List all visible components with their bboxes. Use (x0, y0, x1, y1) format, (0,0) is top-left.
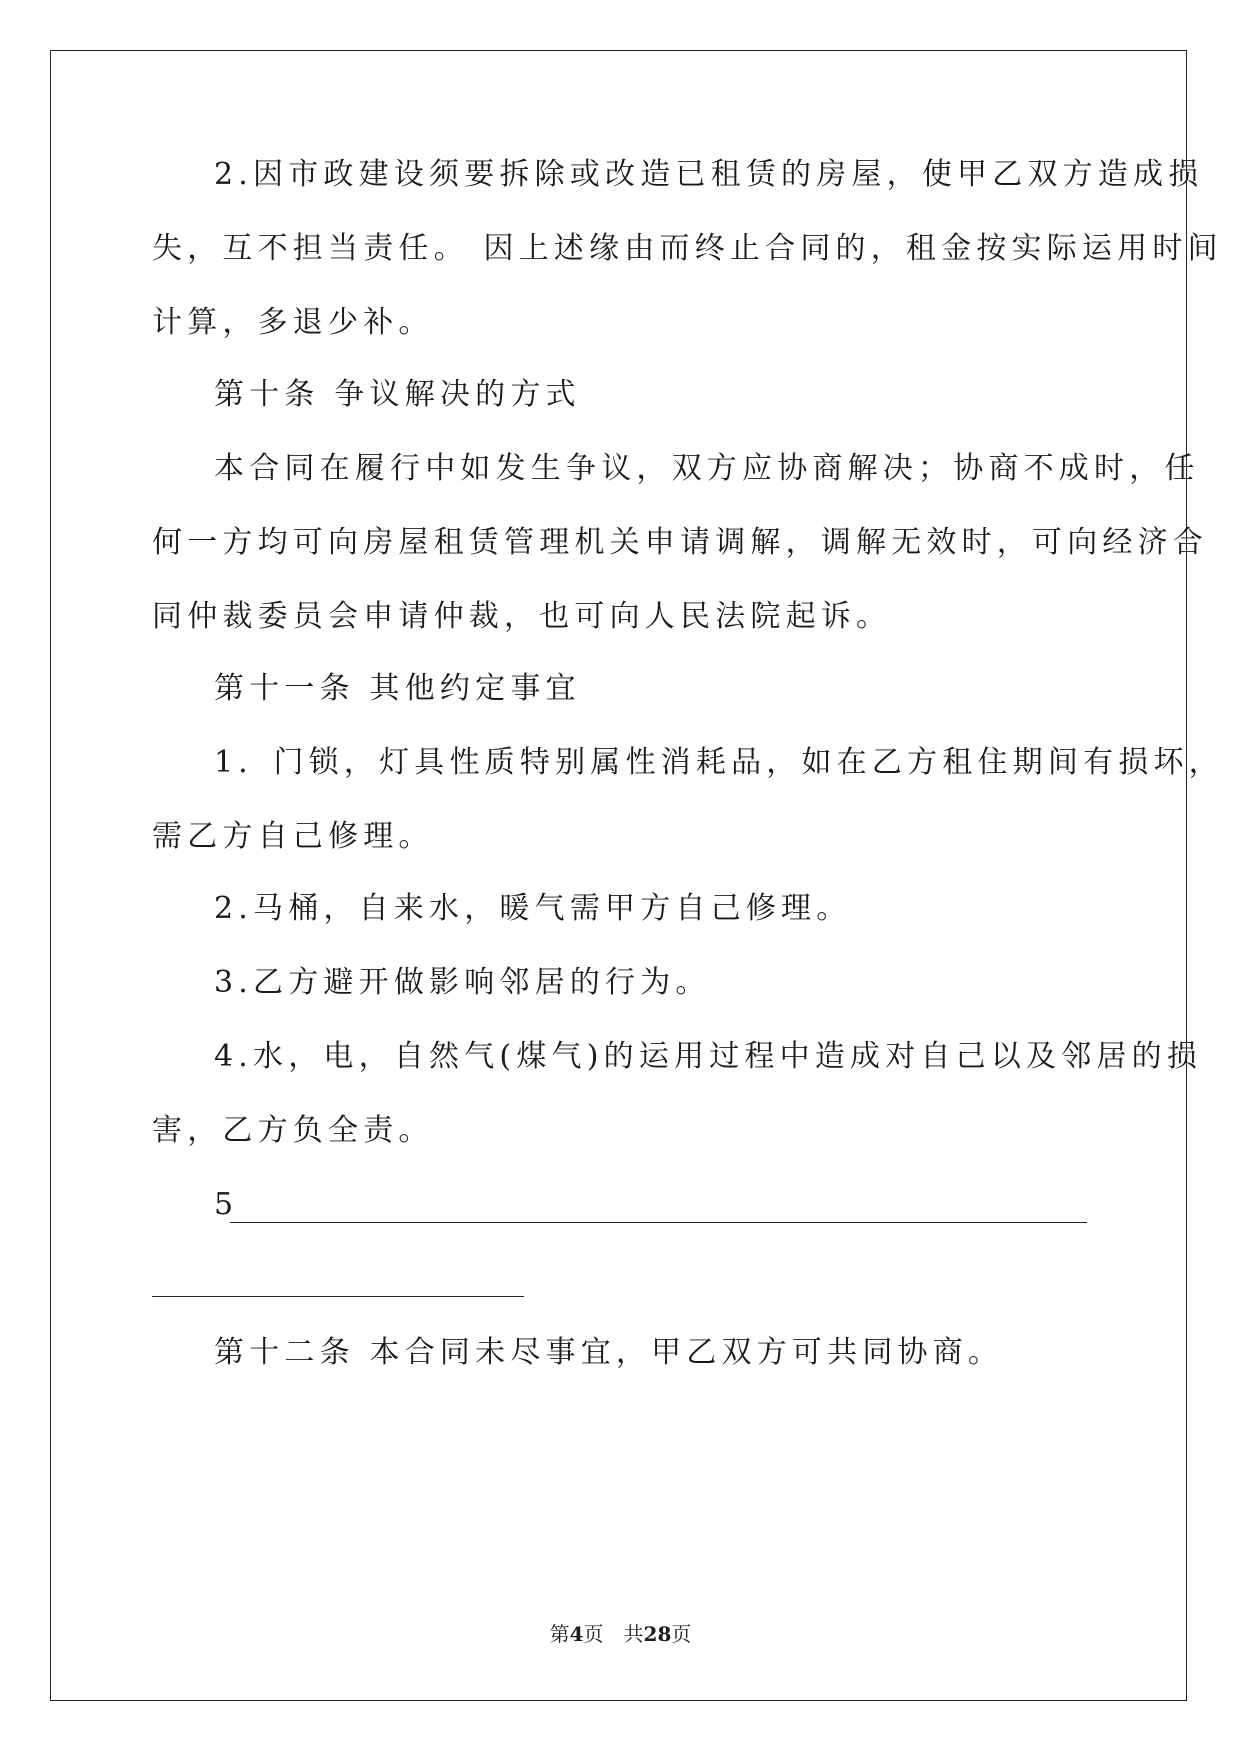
page-footer (0, 1618, 1241, 1647)
section-heading: 第十一条 其他约定事宜 (214, 671, 581, 706)
paragraph-line: 需乙方自己修理。 (152, 819, 434, 854)
paragraph-line: 害，乙方负全责。 (152, 1113, 434, 1148)
paragraph-line: 计算，多退少补。 (152, 305, 434, 340)
paragraph-line: 2.因市政建设须要拆除或改造已租赁的房屋，使甲乙双方造成损 (214, 157, 1204, 192)
paragraph-line: 4.水，电，自然气(煤气)的运用过程中造成对自己以及邻居的损 (214, 1039, 1203, 1074)
total-page-count: 28 (643, 1622, 672, 1646)
section-heading: 第十二条 本合同未尽事宜，甲乙双方可共同协商。 (214, 1335, 1004, 1370)
paragraph-line: 本合同在履行中如发生争议，双方应协商解决；协商不成时，任 (214, 451, 1200, 486)
fill-in-blank-line (152, 1296, 524, 1297)
fill-in-item-number: 5 (214, 1187, 239, 1222)
paragraph-line: 同仲裁委员会申请仲裁，也可向人民法院起诉。 (152, 599, 892, 634)
paragraph-line: 3.乙方避开做影响邻居的行为。 (214, 965, 711, 1000)
footer-suffix: 页 (671, 1622, 692, 1646)
current-page-number: 4 (569, 1622, 584, 1646)
paragraph-line: 失，互不担当责任。 因上述缘由而终止合同的，租金按实际运用时间 (152, 231, 1223, 266)
paragraph-line: 何一方均可向房屋租赁管理机关申请调解，调解无效时，可向经济合 (152, 525, 1208, 560)
page-border (50, 50, 1187, 1701)
fill-in-blank-line (230, 1222, 1087, 1223)
footer-prefix: 第 (549, 1622, 570, 1646)
paragraph-line: 2.马桶，自来水，暖气需甲方自己修理。 (214, 891, 852, 926)
footer-middle: 页 共 (583, 1622, 644, 1646)
paragraph-line: 1．门锁，灯具性质特别属性消耗品，如在乙方租住期间有损坏， (214, 745, 1224, 780)
section-heading: 第十条 争议解决的方式 (214, 377, 581, 412)
